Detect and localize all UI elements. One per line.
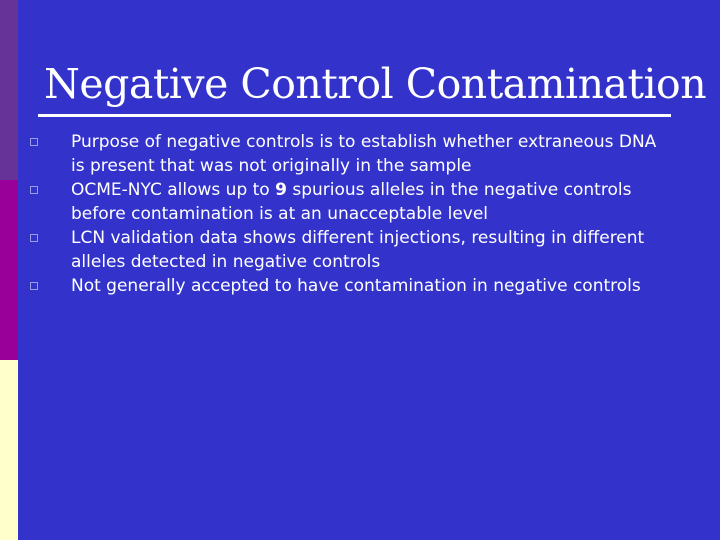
bullet-emphasis: 9 xyxy=(275,180,287,200)
slide-title: Negative Control Contamination xyxy=(44,60,707,108)
bullet-text: Purpose of negative controls is to establish whether extraneous DNA is present that was not originally in the sample xyxy=(71,132,657,176)
bullet-text-pre: OCME-NYC allows up to xyxy=(71,180,276,200)
bullet-item xyxy=(30,130,670,178)
side-strip-top xyxy=(0,0,18,180)
bullet-item xyxy=(30,226,670,274)
bullet-item xyxy=(30,274,670,298)
bullet-text-post: spurious alleles in the negative controls before contamination is at an unacceptable level xyxy=(71,180,632,224)
square-bullet-icon xyxy=(30,186,38,194)
side-strip-bottom xyxy=(0,360,18,540)
bullet-list xyxy=(30,130,670,298)
bullet-text: Not generally accepted to have contamination in negative controls xyxy=(71,276,641,296)
bullet-text: LCN validation data shows different injections, resulting in different alleles detected in negative controls xyxy=(71,228,645,272)
square-bullet-icon xyxy=(30,234,38,242)
square-bullet-icon xyxy=(30,282,38,290)
bullet-item xyxy=(30,178,670,226)
side-strip-middle xyxy=(0,180,18,360)
square-bullet-icon xyxy=(30,138,38,146)
title-underline xyxy=(38,114,671,117)
